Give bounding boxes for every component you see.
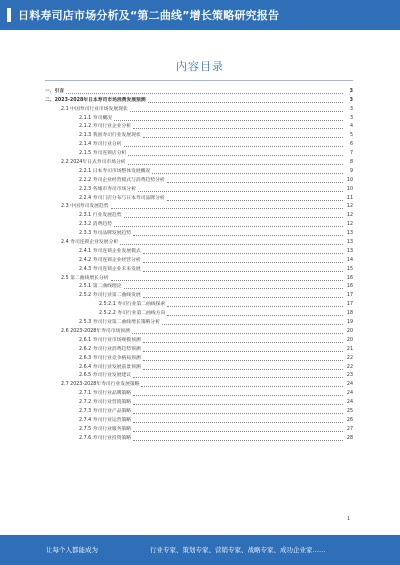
toc-entry[interactable] bbox=[45, 362, 353, 371]
toc-leader-dots bbox=[133, 234, 343, 236]
toc-entry-page: 22 bbox=[346, 355, 353, 361]
toc-entry-label: 2.7.3 寿司行业产品策略 bbox=[79, 408, 132, 414]
toc-leader-dots bbox=[133, 430, 343, 432]
toc-leader-dots bbox=[114, 225, 343, 227]
toc-leader-dots bbox=[124, 145, 343, 147]
toc-entry-label: 2.3.1 行业发展趋势 bbox=[79, 213, 122, 219]
toc-leader-dots bbox=[128, 154, 343, 156]
toc-leader-dots bbox=[133, 376, 343, 378]
toc-leader-dots bbox=[111, 207, 343, 209]
toc-entry[interactable] bbox=[45, 433, 353, 442]
toc-leader-dots bbox=[120, 243, 343, 245]
report-title: 日料寿司店市场分析及“第二曲线”增长策略研究报告 bbox=[18, 9, 280, 22]
toc-entry-page: 19 bbox=[346, 320, 353, 326]
toc-entry-page: 24 bbox=[346, 400, 353, 406]
report-header bbox=[0, 0, 400, 30]
toc-entry[interactable] bbox=[45, 210, 353, 219]
report-footer bbox=[0, 535, 400, 565]
toc-entry-label: 2.6 2023-2028年寿司市场预测 bbox=[61, 328, 130, 334]
toc-leader-dots bbox=[133, 439, 343, 441]
toc-leader-dots bbox=[167, 181, 343, 183]
toc-entry-label: 2.4.2 寿司连锁企业经营分析 bbox=[79, 257, 141, 263]
toc-entry-label: 2.3.3 寿司品牌发展趋势 bbox=[79, 231, 132, 237]
toc-entry-label: 2.7.2 寿司行业营销策略 bbox=[79, 400, 132, 406]
footer-slogan-left: 让每个人都能成为 bbox=[46, 546, 98, 554]
toc-entry[interactable] bbox=[45, 184, 353, 193]
toc-entry-label: 2.1.3 我国寿司行业发展现状 bbox=[79, 133, 141, 139]
toc-entry[interactable] bbox=[45, 130, 353, 139]
toc-entry-page: 13 bbox=[346, 248, 353, 254]
toc-entry-page: 25 bbox=[346, 408, 353, 414]
toc-entry[interactable] bbox=[45, 148, 353, 157]
toc-entry[interactable] bbox=[45, 237, 353, 246]
toc-leader-dots bbox=[143, 368, 343, 370]
toc-entry-page: 17 bbox=[346, 293, 353, 299]
toc-entry[interactable] bbox=[45, 317, 353, 326]
toc-entry[interactable] bbox=[45, 193, 353, 202]
toc-entry[interactable] bbox=[45, 335, 353, 344]
toc-leader-dots bbox=[141, 385, 343, 387]
toc-entry-label: 2.4.3 寿司连锁企业未来发展 bbox=[79, 266, 141, 272]
toc-entry[interactable] bbox=[45, 255, 353, 264]
toc-entry-page: 6 bbox=[349, 142, 353, 148]
toc-entry-page: 12 bbox=[346, 222, 353, 228]
toc-entry-page: 20 bbox=[346, 328, 353, 334]
table-of-contents bbox=[45, 86, 353, 442]
toc-entry[interactable] bbox=[45, 86, 353, 95]
toc-leader-dots bbox=[128, 163, 343, 165]
toc-entry[interactable] bbox=[45, 157, 353, 166]
toc-entry[interactable] bbox=[45, 282, 353, 291]
toc-leader-dots bbox=[124, 287, 343, 289]
toc-entry-label: 一、引言 bbox=[45, 88, 65, 94]
toc-entry-label: 2.6.5 寿司行业发展建议 bbox=[79, 373, 132, 379]
toc-leader-dots bbox=[111, 279, 343, 281]
toc-leader-dots bbox=[133, 412, 343, 414]
toc-entry-page: 18 bbox=[346, 311, 353, 317]
toc-leader-dots bbox=[124, 216, 343, 218]
toc-entry-page: 22 bbox=[346, 364, 353, 370]
toc-entry-page: 10 bbox=[346, 177, 353, 183]
toc-leader-dots bbox=[143, 252, 343, 254]
page-number: 1 bbox=[347, 516, 351, 522]
toc-entry[interactable] bbox=[45, 166, 353, 175]
toc-leader-dots bbox=[66, 92, 343, 94]
toc-entry[interactable] bbox=[45, 379, 353, 388]
toc-leader-dots bbox=[133, 394, 343, 396]
toc-entry-label: 2.1 中国寿司行业市场发展现状 bbox=[61, 106, 128, 112]
toc-entry-page: 8 bbox=[349, 160, 353, 166]
toc-entry-page: 17 bbox=[346, 302, 353, 308]
toc-leader-dots bbox=[148, 101, 343, 103]
toc-entry[interactable] bbox=[45, 415, 353, 424]
toc-entry[interactable] bbox=[45, 424, 353, 433]
toc-entry-page: 13 bbox=[346, 240, 353, 246]
toc-entry-label: 2.5.2 寿司行业第二曲线发展 bbox=[79, 293, 141, 299]
toc-entry-label: 2.3 中国寿司发展趋势 bbox=[61, 204, 109, 210]
toc-entry-page: 9 bbox=[349, 168, 353, 174]
toc-entry-label: 2.3.2 消费趋势 bbox=[79, 222, 112, 228]
toc-entry-label: 2.7.1 寿司行业品牌策略 bbox=[79, 391, 132, 397]
toc-entry-page: 4 bbox=[349, 124, 353, 130]
toc-entry-label: 2.5.1 第二曲线理论 bbox=[79, 284, 122, 290]
toc-entry-label: 2.4.1 寿司连锁企业发展模式 bbox=[79, 248, 141, 254]
toc-entry-label: 2.2.3 各城市寿司市场分析 bbox=[79, 186, 136, 192]
toc-entry[interactable] bbox=[45, 95, 353, 104]
toc-leader-dots bbox=[143, 136, 343, 138]
toc-entry-page: 3 bbox=[349, 115, 353, 121]
toc-entry-page: 21 bbox=[346, 346, 353, 352]
toc-entry-label: 2.2.2 寿司企业经营模式与消费趋势分析 bbox=[79, 177, 165, 183]
toc-leader-dots bbox=[130, 110, 343, 112]
toc-leader-dots bbox=[132, 332, 343, 334]
toc-entry[interactable] bbox=[45, 175, 353, 184]
toc-leader-dots bbox=[143, 350, 343, 352]
toc-entry-page: 24 bbox=[346, 382, 353, 388]
toc-entry[interactable] bbox=[45, 353, 353, 362]
toc-entry-page: 12 bbox=[346, 204, 353, 210]
toc-leader-dots bbox=[167, 314, 343, 316]
toc-leader-dots bbox=[143, 270, 343, 272]
toc-entry-label: 2.5.3 寿司行业第二曲线增长策略分析 bbox=[79, 320, 160, 326]
toc-leader-dots bbox=[162, 323, 343, 325]
toc-entry[interactable] bbox=[45, 344, 353, 353]
toc-entry[interactable] bbox=[45, 326, 353, 335]
toc-entry[interactable] bbox=[45, 202, 353, 211]
toc-leader-dots bbox=[138, 190, 343, 192]
toc-entry-page: 3 bbox=[349, 88, 353, 94]
toc-leader-dots bbox=[143, 261, 343, 263]
toc-entry[interactable] bbox=[45, 397, 353, 406]
toc-entry-label: 2.6.1 寿司行业市场规模预测 bbox=[79, 337, 141, 343]
toc-entry-label: 2.7 2023-2028年寿司行业发展策略 bbox=[61, 382, 140, 388]
toc-entry-page: 16 bbox=[346, 284, 353, 290]
toc-entry-page: 27 bbox=[346, 426, 353, 432]
toc-entry-page: 26 bbox=[346, 417, 353, 423]
toc-entry-label: 2.4 寿司连锁企业发展分析 bbox=[61, 240, 119, 246]
toc-entry-label: 2.5.2.1 寿司行业第二曲线探索 bbox=[99, 302, 166, 308]
toc-entry-label: 2.6.2 寿司行业消费趋势预测 bbox=[79, 346, 141, 352]
toc-entry-page: 23 bbox=[346, 373, 353, 379]
toc-entry-page: 7 bbox=[349, 151, 353, 157]
toc-entry-page: 13 bbox=[346, 231, 353, 237]
toc-entry[interactable] bbox=[45, 228, 353, 237]
toc-entry[interactable] bbox=[45, 299, 353, 308]
toc-entry-page: 11 bbox=[346, 195, 353, 201]
toc-entry-label: 2.7.5 寿司行业服务策略 bbox=[79, 426, 132, 432]
toc-entry-label: 2.7.6 寿司行业投资策略 bbox=[79, 435, 132, 441]
toc-entry-label: 2.1.4 寿司行业分析 bbox=[79, 142, 122, 148]
toc-entry-label: 2.2 2024年日式寿司市场分析 bbox=[61, 160, 126, 166]
toc-entry[interactable] bbox=[45, 273, 353, 282]
toc-leader-dots bbox=[143, 341, 343, 343]
toc-entry[interactable] bbox=[45, 264, 353, 273]
toc-entry-page: 10 bbox=[346, 186, 353, 192]
footer-slogan-right: 行业专家、策划专家、营销专家、战略专家、成功企业家…… bbox=[150, 546, 326, 554]
toc-leader-dots bbox=[152, 172, 343, 174]
toc-entry[interactable] bbox=[45, 139, 353, 148]
toc-entry-page: 12 bbox=[346, 213, 353, 219]
toc-heading: 内容目录 bbox=[176, 60, 224, 73]
toc-leader-dots bbox=[133, 127, 343, 129]
toc-entry[interactable] bbox=[45, 246, 353, 255]
toc-entry-label: 2.6.3 寿司行业竞争格局预测 bbox=[79, 355, 141, 361]
toc-entry[interactable] bbox=[45, 122, 353, 131]
toc-entry-page: 3 bbox=[349, 106, 353, 112]
toc-divider bbox=[45, 80, 353, 81]
toc-leader-dots bbox=[167, 305, 343, 307]
toc-leader-dots bbox=[133, 421, 343, 423]
toc-entry[interactable] bbox=[45, 219, 353, 228]
toc-entry-page: 24 bbox=[346, 391, 353, 397]
toc-entry[interactable] bbox=[45, 308, 353, 317]
toc-leader-dots bbox=[143, 359, 343, 361]
toc-entry-label: 2.1.5 寿司连锁店分析 bbox=[79, 151, 127, 157]
toc-entry-page: 16 bbox=[346, 275, 353, 281]
toc-entry-label: 2.1.2 寿司行业企业分析 bbox=[79, 124, 132, 130]
toc-entry-page: 15 bbox=[346, 266, 353, 272]
toc-entry-label: 2.1.1 寿司概况 bbox=[79, 115, 112, 121]
toc-leader-dots bbox=[143, 296, 343, 298]
toc-entry[interactable] bbox=[45, 290, 353, 299]
toc-entry-label: 2.7.4 寿司行业运营策略 bbox=[79, 417, 132, 423]
toc-entry-label: 2.2.1 日本寿司市场整体发展概况 bbox=[79, 168, 151, 174]
toc-entry[interactable] bbox=[45, 406, 353, 415]
toc-entry-label: 2.6.4 寿司行业发展前景预测 bbox=[79, 364, 141, 370]
toc-entry-label: 2.2.4 寿司门店分布与日本寿司品牌分析 bbox=[79, 195, 165, 201]
toc-entry-label: 2.5 第二曲线增长分析 bbox=[61, 275, 109, 281]
toc-entry-page: 28 bbox=[346, 435, 353, 441]
toc-entry-page: 3 bbox=[349, 97, 353, 103]
toc-entry-label: 2.5.2.2 寿司行业第二曲线方向 bbox=[99, 311, 166, 317]
toc-entry-page: 14 bbox=[346, 257, 353, 263]
toc-entry-page: 20 bbox=[346, 337, 353, 343]
toc-entry[interactable] bbox=[45, 371, 353, 380]
toc-entry[interactable] bbox=[45, 113, 353, 122]
toc-leader-dots bbox=[114, 119, 343, 121]
toc-entry-page: 5 bbox=[349, 133, 353, 139]
toc-entry[interactable] bbox=[45, 388, 353, 397]
header-accent-bar bbox=[7, 8, 11, 22]
toc-leader-dots bbox=[167, 199, 343, 201]
toc-entry-label: 二、2023-2028年日本寿司市场消费发展预测 bbox=[45, 97, 146, 103]
toc-leader-dots bbox=[133, 403, 343, 405]
toc-entry[interactable] bbox=[45, 104, 353, 113]
